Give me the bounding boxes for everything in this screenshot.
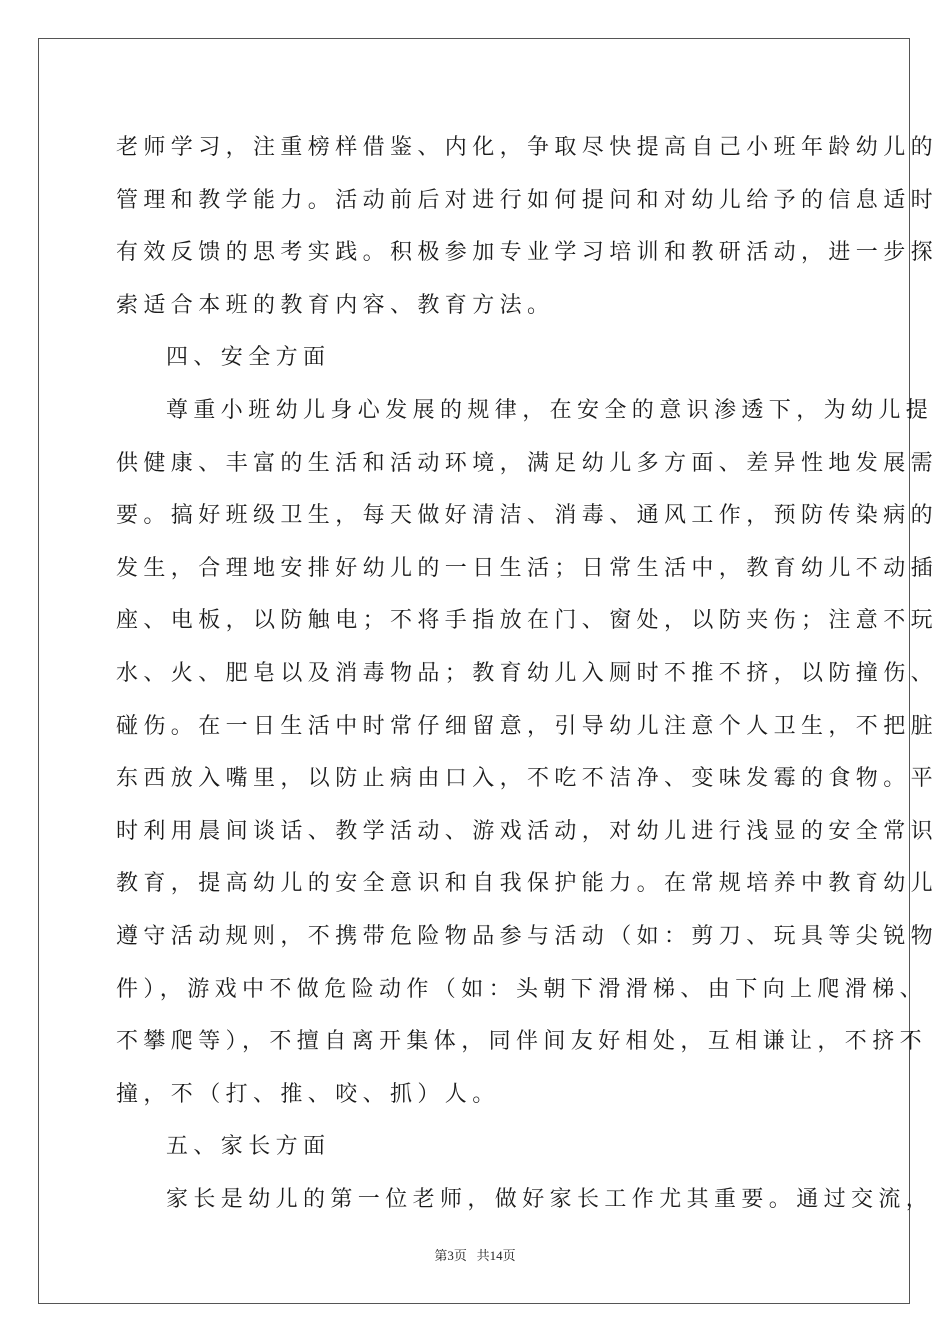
page-number: 第3页 xyxy=(434,1248,467,1263)
text-line: 有效反馈的思考实践。积极参加专业学习培训和教研活动，进一步探 xyxy=(116,240,939,266)
text-line: 遵守活动规则，不携带危险物品参与活动（如：剪刀、玩具等尖锐物 xyxy=(116,923,939,949)
text-line: 家长是幼儿的第一位老师，做好家长工作尤其重要。通过交流， xyxy=(166,1186,934,1212)
text-line: 教育，提高幼儿的安全意识和自我保护能力。在常规培养中教育幼儿 xyxy=(116,871,939,897)
text-line: 水、火、肥皂以及消毒物品；教育幼儿入厕时不推不挤，以防撞伤、 xyxy=(116,660,939,686)
text-line: 座、电板，以防触电；不将手指放在门、窗处，以防夹伤；注意不玩 xyxy=(116,608,939,634)
text-line: 时利用晨间谈话、教学活动、游戏活动，对幼儿进行浅显的安全常识 xyxy=(116,818,939,844)
page-total: 共14页 xyxy=(476,1248,516,1263)
text-line: 老师学习，注重榜样借鉴、内化，争取尽快提高自己小班年龄幼儿的 xyxy=(116,135,939,160)
text-line: 五、家长方面 xyxy=(166,1134,331,1160)
text-line: 撞，不（打、推、咬、抓）人。 xyxy=(116,1081,500,1107)
text-line: 发生，合理地安排好幼儿的一日生活；日常生活中，教育幼儿不动插 xyxy=(116,555,939,581)
text-line: 管理和教学能力。活动前后对进行如何提问和对幼儿给予的信息适时 xyxy=(116,187,939,213)
text-line: 碰伤。在一日生活中时常仔细留意，引导幼儿注意个人卫生，不把脏 xyxy=(116,713,939,739)
text-line: 件），游戏中不做危险动作（如：头朝下滑滑梯、由下向上爬滑梯、 xyxy=(116,976,928,1002)
text-line: 东西放入嘴里，以防止病由口入，不吃不洁净、变味发霉的食物。平 xyxy=(116,766,939,792)
text-line: 不攀爬等），不擅自离开集体，同伴间友好相处，互相谦让，不挤不 xyxy=(116,1029,928,1055)
text-line: 四、安全方面 xyxy=(166,345,331,371)
text-line: 尊重小班幼儿身心发展的规律，在安全的意识渗透下，为幼儿提 xyxy=(166,397,934,423)
document-body xyxy=(116,128,939,1232)
page-footer xyxy=(0,1247,950,1265)
footer-gap xyxy=(467,1248,477,1263)
text-line: 供健康、丰富的生活和活动环境，满足幼儿多方面、差异性地发展需 xyxy=(116,450,939,476)
text-line: 要。搞好班级卫生，每天做好清洁、消毒、通风工作，预防传染病的 xyxy=(116,503,939,529)
text-line: 索适合本班的教育内容、教育方法。 xyxy=(116,292,555,318)
